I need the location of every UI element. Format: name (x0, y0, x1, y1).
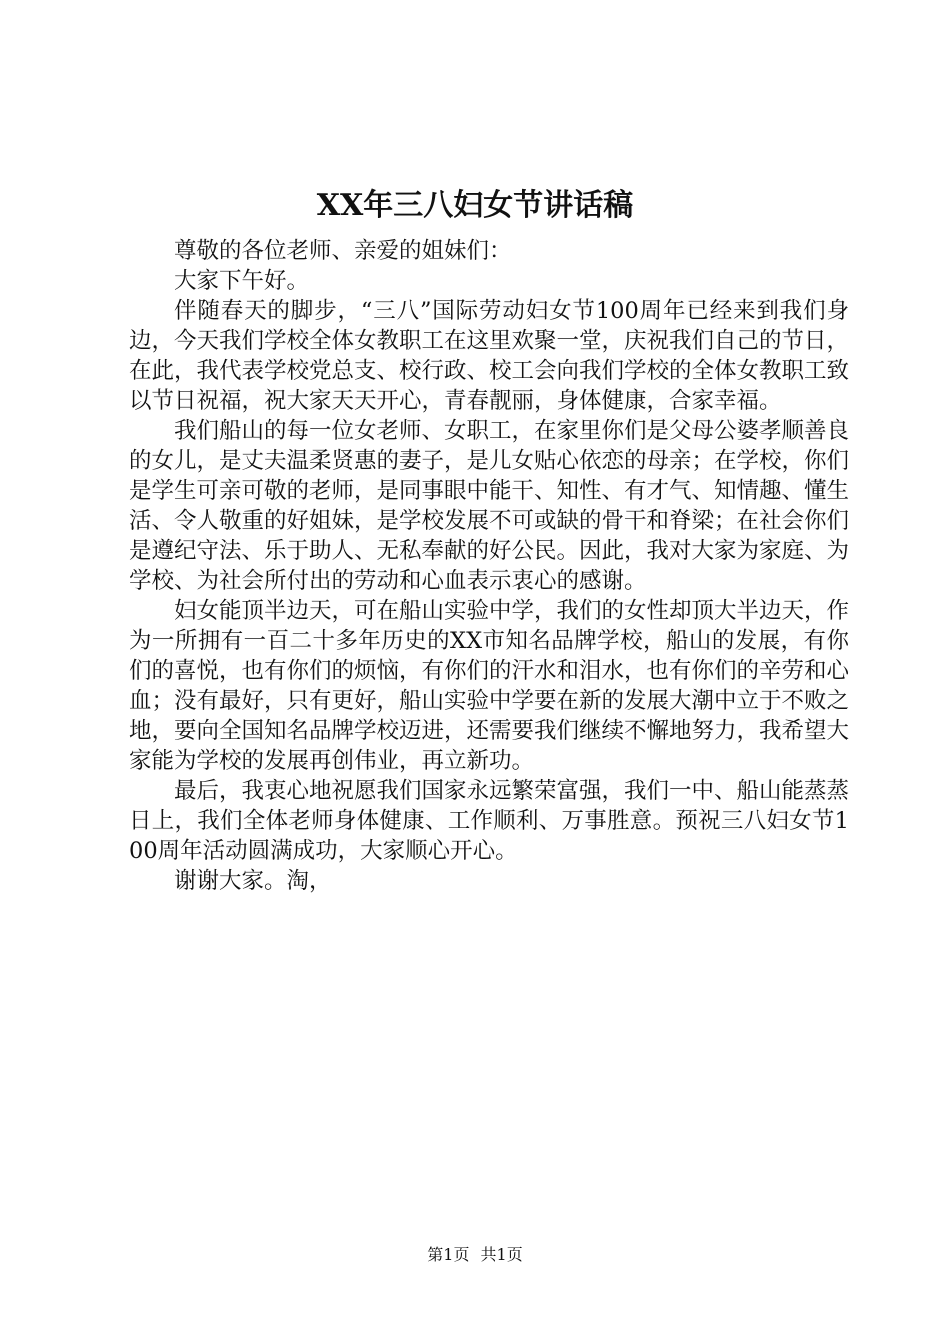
closing-paragraph: 谢谢大家。淘， (174, 868, 332, 894)
body-paragraph: 伴随春天的脚步，“三八”国际劳动妇女节100周年已经来到我们身边，今天我们学校全体女教职工在这里欢聚一堂，庆祝我们自己的节日，在此，我代表学校党总支、校行政、校工会向我们学校的全体女教职工致以节日祝福，祝大家天天开心，青春靓丽，身体健康，合家幸福。 (129, 298, 850, 414)
body-paragraph: 我们船山的每一位女老师、女职工，在家里你们是父母公婆孝顺善良的女儿，是丈夫温柔贤惠的妻子，是儿女贴心依恋的母亲；在学校，你们是学生可亲可敬的老师，是同事眼中能干、知性、有才气、知情趣、懂生活、令人敬重的好姐妹，是学校发展不可或缺的骨干和脊梁；在社会你们是遵纪守法、乐于助人、无私奉献的好公民。因此，我对大家为家庭、为学校、为社会所付出的劳动和心血表示衷心的感谢。 (129, 418, 850, 594)
body-paragraph: 妇女能顶半边天，可在船山实验中学，我们的女性却顶大半边天，作为一所拥有一百二十多年历史的XX市知名品牌学校，船山的发展，有你们的喜悦，也有你们的烦恼，有你们的汗水和泪水，也有你们的辛劳和心血；没有最好，只有更好，船山实验中学要在新的发展大潮中立于不败之地，要向全国知名品牌学校迈进，还需要我们继续不懈地努力，我希望大家能为学校的发展再创伟业，再立新功。 (129, 598, 850, 774)
page-total: 共1页 (480, 1245, 523, 1264)
page-number: 第1页 (427, 1245, 470, 1264)
salutation-paragraph: 尊敬的各位老师、亲爱的姐妹们： (174, 238, 512, 264)
page-footer (0, 1244, 950, 1266)
document-title: XX年三八妇女节讲话稿 (316, 188, 634, 223)
body-paragraph: 最后，我衷心地祝愿我们国家永远繁荣富强，我们一中、船山能蒸蒸日上，我们全体老师身体健康、工作顺利、万事胜意。预祝三八妇女节100周年活动圆满成功，大家顺心开心。 (129, 778, 850, 864)
greeting-paragraph: 大家下午好。 (174, 268, 310, 294)
document-body (129, 236, 849, 896)
